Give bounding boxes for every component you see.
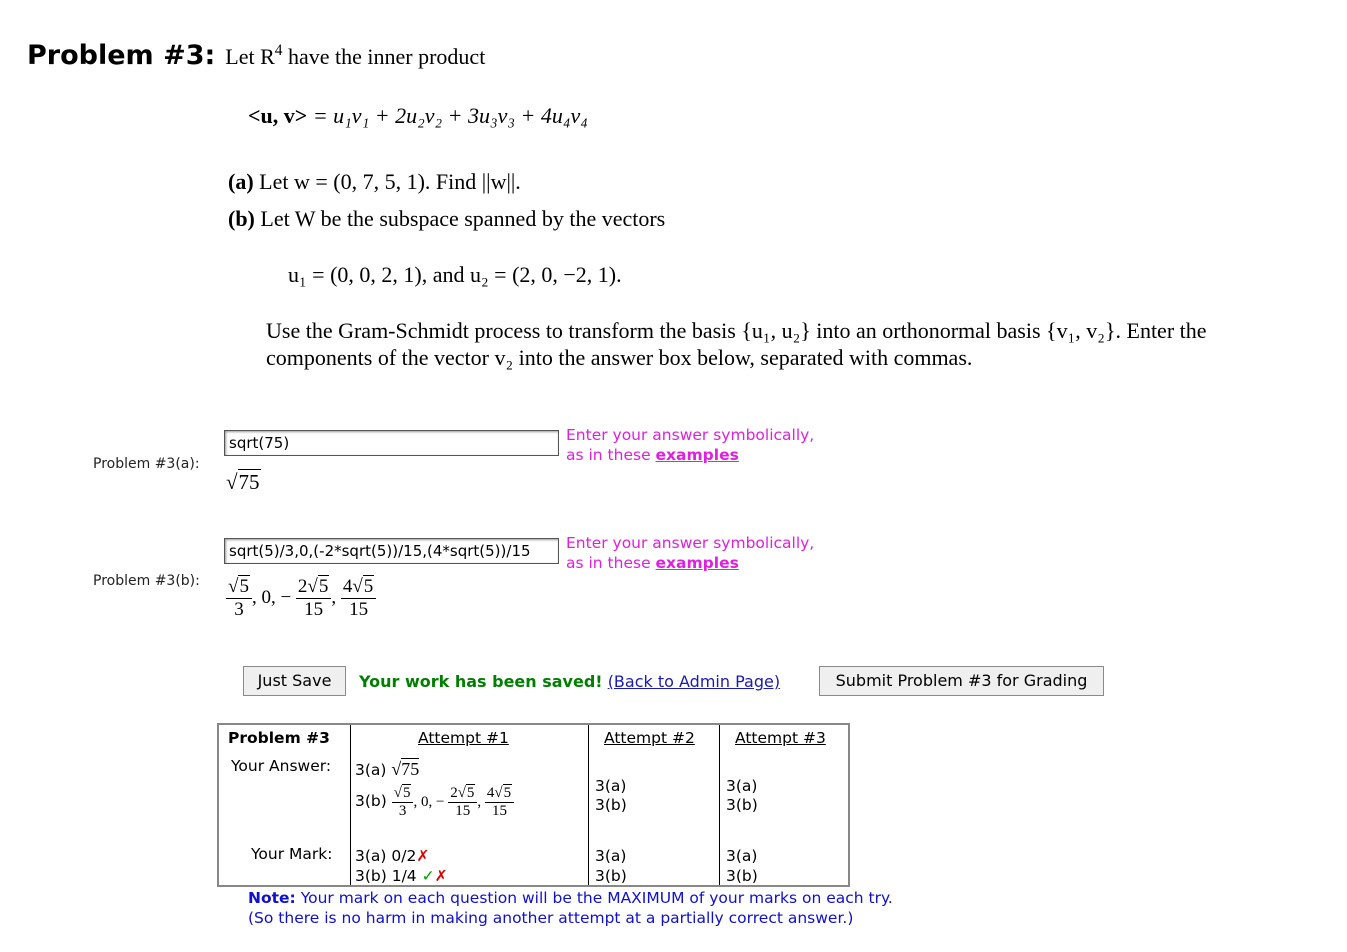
attempts-table bbox=[217, 723, 850, 887]
part-a-text: Let w = (0, 7, 5, 1). Find ||w||. bbox=[259, 169, 521, 194]
your-answer-label: Your Answer: bbox=[231, 757, 332, 775]
preview-b-term-1: $\frac{√5}{3}$ bbox=[226, 576, 252, 621]
check-icon: ✓ bbox=[421, 867, 435, 885]
part-b-label: (b) bbox=[228, 206, 255, 231]
problem-number: Problem #3: bbox=[27, 40, 216, 71]
just-save-button[interactable]: Just Save bbox=[243, 666, 346, 696]
inner-product-rhs: = u₁v₁ + 2u₂v₂ + 3u₃v₃ + 4u₄v₄ bbox=[312, 103, 588, 128]
hint-line-1: Enter your answer symbolically, bbox=[566, 534, 815, 552]
instructions-line-1: Use the Gram-Schmidt process to transform the basis {u₁, u₂} into an orthonormal basis {v₁, v₂}. Enter the bbox=[266, 318, 1207, 343]
save-status bbox=[359, 672, 780, 691]
cross-icon: ✗ bbox=[416, 847, 430, 865]
intro-text: Let R bbox=[225, 44, 275, 69]
table-header-problem: Problem #3 bbox=[228, 729, 330, 747]
hint-line-2 bbox=[566, 445, 814, 465]
answer-a-label: Problem #3(a): bbox=[93, 456, 200, 472]
attempt-1-answer-a: 3(a) √75 bbox=[355, 759, 420, 779]
attempt-2-marks: 3(a) 3(b) bbox=[595, 847, 627, 885]
attempt-3-link[interactable]: Attempt #3 bbox=[735, 729, 826, 747]
examples-link-b[interactable]: examples bbox=[655, 554, 739, 572]
instructions-line-2: components of the vector v₂ into the answer box below, separated with commas. bbox=[266, 345, 973, 370]
back-to-admin-link[interactable]: (Back to Admin Page) bbox=[607, 672, 781, 691]
attempt-1-answer-b: 3(b) $\frac{√5}{3}$ , 0, − $\frac{2√5}{15}$ , $\frac{4√5}{15}$ bbox=[355, 785, 514, 820]
answer-b-preview: $\frac{√5}{3}$ , 0, − $\frac{2√5}{15}$ , $\frac{4√5}{15}$ bbox=[226, 576, 376, 621]
hint-text-2: as in these bbox=[566, 446, 651, 464]
examples-link-a[interactable]: examples bbox=[655, 446, 739, 464]
hint-text-2: as in these bbox=[566, 554, 651, 572]
attempt-3-answer: 3(a) 3(b) bbox=[726, 777, 758, 814]
answer-b-hint bbox=[566, 533, 814, 573]
instructions bbox=[266, 317, 1207, 371]
submit-grading-button[interactable]: Submit Problem #3 for Grading bbox=[819, 666, 1104, 696]
note-line-1: Your mark on each question will be the MAXIMUM of your marks on each try. bbox=[300, 889, 893, 907]
problem-heading bbox=[27, 40, 485, 71]
saved-message: Your work has been saved! bbox=[359, 672, 603, 691]
attempt-1-link[interactable]: Attempt #1 bbox=[418, 729, 509, 747]
note-label: Note: bbox=[248, 889, 296, 907]
preview-b-term-3: $\frac{2√5}{15}$ bbox=[296, 576, 331, 621]
answer-a-hint bbox=[566, 425, 814, 465]
part-b-text: Let W be the subspace spanned by the vectors bbox=[260, 206, 666, 231]
answer-a-preview: √75 bbox=[226, 470, 260, 494]
part-a bbox=[228, 169, 521, 195]
basis-vectors: u₁ = (0, 0, 2, 1), and u₂ = (2, 0, −2, 1). bbox=[288, 262, 622, 287]
part-b bbox=[228, 206, 665, 232]
answer-b-input[interactable] bbox=[224, 538, 559, 564]
cross-icon: ✗ bbox=[434, 867, 448, 885]
preview-b-term-4: $\frac{4√5}{15}$ bbox=[341, 576, 376, 621]
attempt-2-link[interactable]: Attempt #2 bbox=[604, 729, 695, 747]
intro-tail: have the inner product bbox=[288, 44, 486, 69]
intro-sup: 4 bbox=[274, 41, 283, 59]
attempt-1-marks: 3(a) 0/2✗ 3(b) 1/4 ✓✗ bbox=[355, 847, 448, 885]
attempt-3-marks: 3(a) 3(b) bbox=[726, 847, 758, 885]
attempt-2-answer: 3(a) 3(b) bbox=[595, 777, 627, 814]
problem-intro bbox=[225, 41, 486, 69]
hint-line-2 bbox=[566, 553, 814, 573]
part-a-label: (a) bbox=[228, 169, 254, 194]
preview-b-term-2: 0 bbox=[261, 586, 271, 608]
answer-b-label: Problem #3(b): bbox=[93, 573, 200, 589]
inner-product-lhs: <u, v> bbox=[248, 103, 308, 128]
hint-line-1: Enter your answer symbolically, bbox=[566, 426, 815, 444]
answer-a-input[interactable] bbox=[224, 430, 559, 456]
preview-a-radicand: 75 bbox=[238, 470, 260, 494]
inner-product-formula bbox=[248, 103, 588, 129]
note-line-2: (So there is no harm in making another attempt at a partially correct answer.) bbox=[248, 909, 854, 927]
your-mark-label: Your Mark: bbox=[251, 845, 333, 863]
grading-note bbox=[248, 888, 893, 928]
